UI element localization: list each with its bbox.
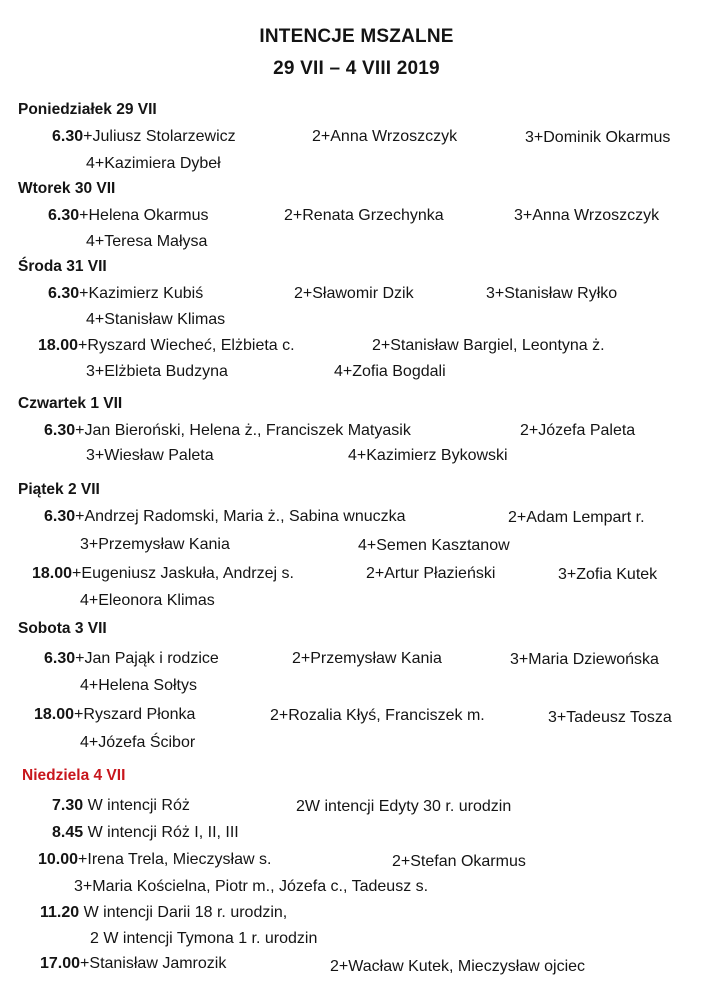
intention: 2+Artur Płazieński bbox=[366, 565, 496, 582]
intention: +Stanisław Jamrozik bbox=[80, 955, 227, 972]
intention: 2+Renata Grzechynka bbox=[284, 207, 444, 224]
intention: +Ryszard Wiecheć, Elżbieta c. bbox=[78, 337, 295, 354]
mass-line bbox=[52, 796, 190, 816]
mass-line bbox=[32, 564, 294, 584]
intention: 2+Stanisław Bargiel, Leontyna ż. bbox=[372, 337, 605, 354]
mass-line bbox=[40, 903, 287, 923]
intention: 4+Zofia Bogdali bbox=[334, 363, 446, 380]
mass-line bbox=[44, 507, 406, 527]
intention: W intencji Darii 18 r. urodzin, bbox=[79, 904, 288, 921]
intention: 2W intencji Edyty 30 r. urodzin bbox=[296, 798, 512, 815]
mass-line bbox=[38, 336, 295, 356]
mass-line bbox=[34, 705, 195, 725]
intention: +Juliusz Stolarzewicz bbox=[83, 128, 236, 145]
page-title: INTENCJE MSZALNE bbox=[259, 26, 454, 47]
mass-line bbox=[38, 850, 271, 870]
mass-time: 18.00 bbox=[34, 706, 75, 723]
mass-time: 6.30 bbox=[44, 650, 76, 667]
intention: 3+Dominik Okarmus bbox=[525, 129, 671, 146]
mass-time: 18.00 bbox=[38, 337, 79, 354]
mass-line bbox=[40, 954, 226, 974]
intention: 2+Józefa Paleta bbox=[520, 422, 636, 439]
mass-time: 7.30 bbox=[52, 797, 84, 814]
intention: 4+Teresa Małysa bbox=[86, 233, 208, 250]
intention: 3+Stanisław Ryłko bbox=[486, 285, 618, 302]
mass-time: 18.00 bbox=[32, 565, 73, 582]
intention: +Helena Okarmus bbox=[79, 207, 209, 224]
intention: +Kazimierz Kubiś bbox=[79, 285, 204, 302]
intention: 2+Adam Lempart r. bbox=[508, 509, 645, 526]
intention: 2+Przemysław Kania bbox=[292, 650, 442, 667]
intention: 4+Józefa Ścibor bbox=[80, 734, 196, 751]
mass-line bbox=[44, 649, 219, 669]
intention: 4+Eleonora Klimas bbox=[80, 592, 215, 609]
intention: +Eugeniusz Jaskuła, Andrzej s. bbox=[72, 565, 294, 582]
intention: +Jan Pająk i rodzice bbox=[75, 650, 219, 667]
intention: W intencji Róż I, II, III bbox=[83, 824, 239, 841]
intention: +Irena Trela, Mieczysław s. bbox=[78, 851, 272, 868]
mass-line bbox=[52, 127, 236, 147]
intention: 2+Stefan Okarmus bbox=[392, 853, 526, 870]
intention: 3+Anna Wrzoszczyk bbox=[514, 207, 660, 224]
day-heading-tuesday: Wtorek 30 VII bbox=[18, 180, 116, 197]
intention: 3+Maria Kościelna, Piotr m., Józefa c., Tadeusz s. bbox=[74, 878, 429, 895]
mass-line bbox=[48, 284, 203, 304]
intention: 2+Sławomir Dzik bbox=[294, 285, 414, 302]
mass-time: 8.45 bbox=[52, 824, 84, 841]
mass-time: 17.00 bbox=[40, 955, 81, 972]
intention: 4+Kazimierz Bykowski bbox=[348, 447, 508, 464]
date-range: 29 VII – 4 VIII 2019 bbox=[273, 58, 440, 79]
day-heading-wednesday: Środa 31 VII bbox=[18, 258, 107, 275]
day-heading-sunday: Niedziela 4 VII bbox=[22, 767, 126, 784]
intention: 2+Rozalia Kłyś, Franciszek m. bbox=[270, 707, 485, 724]
day-heading-friday: Piątek 2 VII bbox=[18, 481, 100, 498]
day-heading-saturday: Sobota 3 VII bbox=[18, 620, 107, 637]
mass-line bbox=[44, 421, 411, 441]
intention: +Ryszard Płonka bbox=[74, 706, 196, 723]
intention: 2 W intencji Tymona 1 r. urodzin bbox=[90, 930, 318, 947]
intention: 3+Wiesław Paleta bbox=[86, 447, 214, 464]
mass-time: 6.30 bbox=[44, 508, 76, 525]
intention: +Jan Bieroński, Helena ż., Franciszek Matyasik bbox=[75, 422, 411, 439]
intention: +Andrzej Radomski, Maria ż., Sabina wnuczka bbox=[75, 508, 406, 525]
mass-line bbox=[48, 206, 209, 226]
mass-time: 6.30 bbox=[52, 128, 84, 145]
mass-time: 6.30 bbox=[44, 422, 76, 439]
intention: 3+Przemysław Kania bbox=[80, 536, 230, 553]
intention: 2+Wacław Kutek, Mieczysław ojciec bbox=[330, 958, 586, 975]
mass-time: 6.30 bbox=[48, 285, 80, 302]
day-heading-thursday: Czwartek 1 VII bbox=[18, 395, 123, 412]
intention: 4+Kazimiera Dybeł bbox=[86, 155, 221, 172]
day-heading-monday: Poniedziałek 29 VII bbox=[18, 101, 157, 118]
mass-line bbox=[52, 823, 239, 843]
intention: 4+Stanisław Klimas bbox=[86, 311, 226, 328]
intention: 3+Maria Dziewońska bbox=[510, 651, 659, 668]
mass-time: 11.20 bbox=[40, 904, 80, 921]
intention: W intencji Róż bbox=[83, 797, 190, 814]
intention: 3+Tadeusz Tosza bbox=[548, 709, 672, 726]
mass-time: 6.30 bbox=[48, 207, 80, 224]
intention: 4+Helena Sołtys bbox=[80, 677, 197, 694]
intention: 3+Elżbieta Budzyna bbox=[86, 363, 228, 380]
intention: 2+Anna Wrzoszczyk bbox=[312, 128, 458, 145]
intention: 3+Zofia Kutek bbox=[558, 566, 658, 583]
mass-time: 10.00 bbox=[38, 851, 79, 868]
intention: 4+Semen Kasztanow bbox=[358, 537, 510, 554]
